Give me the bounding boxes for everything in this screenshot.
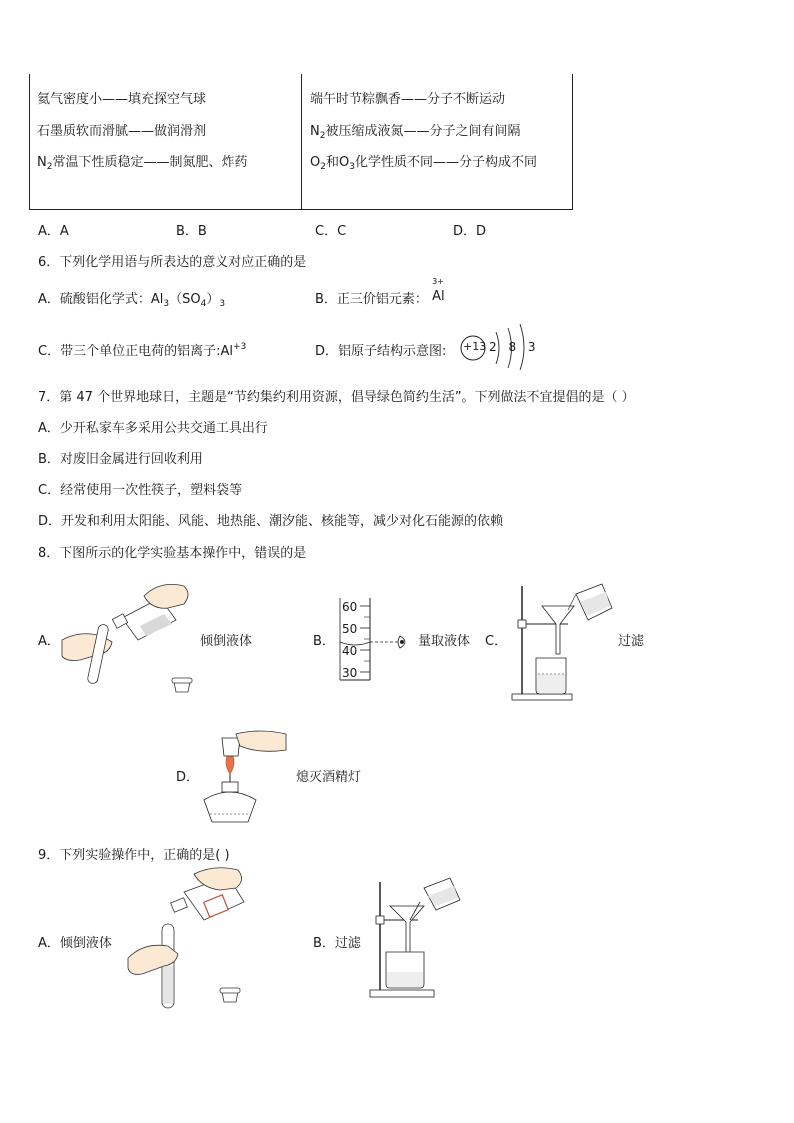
scale-label-30: 30: [342, 666, 358, 680]
table-right-row-2: $N_2$被压缩成液氮——分子之间有间隔: [310, 124, 521, 141]
q9-option-a[interactable]: A．倾倒液体: [38, 936, 112, 951]
table-border-left: [29, 74, 30, 210]
q8-option-b[interactable]: B．: [313, 634, 335, 649]
q7-option-a[interactable]: A．少开私家车多采用公共交通工具出行: [38, 421, 268, 436]
q8-option-d[interactable]: D．: [176, 770, 200, 785]
q6-stem: 6．下列化学用语与所表达的意义对应正确的是: [38, 255, 307, 270]
q8-a-caption: 倾倒液体: [200, 634, 253, 649]
q9-stem: 9．下列实验操作中，正确的是( ): [38, 848, 230, 863]
q8-stem: 8．下图所示的化学实验基本操作中，错误的是: [38, 546, 307, 561]
pouring-liquid-illustration: [60, 580, 200, 700]
table-border-right: [572, 74, 573, 210]
graduated-cylinder-illustration: [338, 596, 418, 682]
q5-option-b[interactable]: B．B: [176, 224, 207, 239]
table-right-row-1: 端午时节粽飘香——分子不断运动: [310, 92, 506, 107]
q8-b-caption: 量取液体: [418, 634, 471, 649]
q8-option-c[interactable]: C．: [485, 634, 508, 649]
q6-option-b[interactable]: B．正三价铝元素： 3+ Al: [315, 277, 445, 307]
table-left-row-2: 石墨质软而滑腻——做润滑剂: [37, 124, 207, 139]
q5-table: [29, 74, 573, 210]
q8-d-caption: 熄灭酒精灯: [296, 770, 362, 785]
alcohol-lamp-illustration: [200, 728, 292, 826]
q6-option-c[interactable]: C．带三个单位正电荷的铝离子$:Al^{+3}$: [38, 342, 247, 359]
valence-mark: 3+: [432, 277, 444, 286]
scale-label-50: 50: [342, 622, 358, 636]
element-symbol: Al: [432, 289, 445, 304]
q9-option-b[interactable]: B．过滤: [313, 936, 361, 951]
scale-label-40: 40: [342, 644, 358, 658]
q8-option-a[interactable]: A．: [38, 634, 60, 649]
q6-option-a[interactable]: A．硫酸铝化学式：$Al_3(SO_4)_3$: [38, 292, 226, 309]
q8-c-caption: 过滤: [618, 634, 645, 649]
electron-shells: 2 8 3: [489, 340, 540, 354]
table-right-row-3: $O_2$和$O_3$化学性质不同——分子构成不同: [310, 155, 537, 172]
aluminum-atom-diagram: [456, 320, 540, 370]
table-border-bottom: [29, 209, 573, 210]
q7-stem: 7．第 47 个世界地球日，主题是“节约集约利用资源，倡导绿色简约生活”。下列做法不宜提倡的是（ ）: [38, 390, 635, 405]
table-divider: [301, 74, 302, 210]
q7-option-b[interactable]: B．对废旧金属进行回收利用: [38, 452, 203, 467]
q5-option-c[interactable]: C．C: [315, 224, 347, 239]
pouring-liquid-correct-illustration: [124, 866, 264, 1012]
table-left-row-1: 氦气密度小——填充探空气球: [37, 92, 207, 107]
q7-option-d[interactable]: D．开发和利用太阳能、风能、地热能、潮汐能、核能等，减少对化石能源的依赖: [38, 514, 504, 529]
table-left-row-3: $N_2$常温下性质稳定——制氮肥、炸药: [37, 155, 248, 172]
q6-option-d[interactable]: D．铝原子结构示意图:: [315, 344, 447, 359]
q7-option-c[interactable]: C．经常使用一次性筷子，塑料袋等: [38, 483, 243, 498]
scale-label-60: 60: [342, 600, 358, 614]
q5-option-a[interactable]: A．A: [38, 224, 69, 239]
q5-option-d[interactable]: D．D: [453, 224, 487, 239]
nucleus-charge: +13: [463, 340, 487, 353]
filtration-illustration: [508, 580, 618, 704]
filtration-correct-illustration: [368, 876, 464, 1000]
